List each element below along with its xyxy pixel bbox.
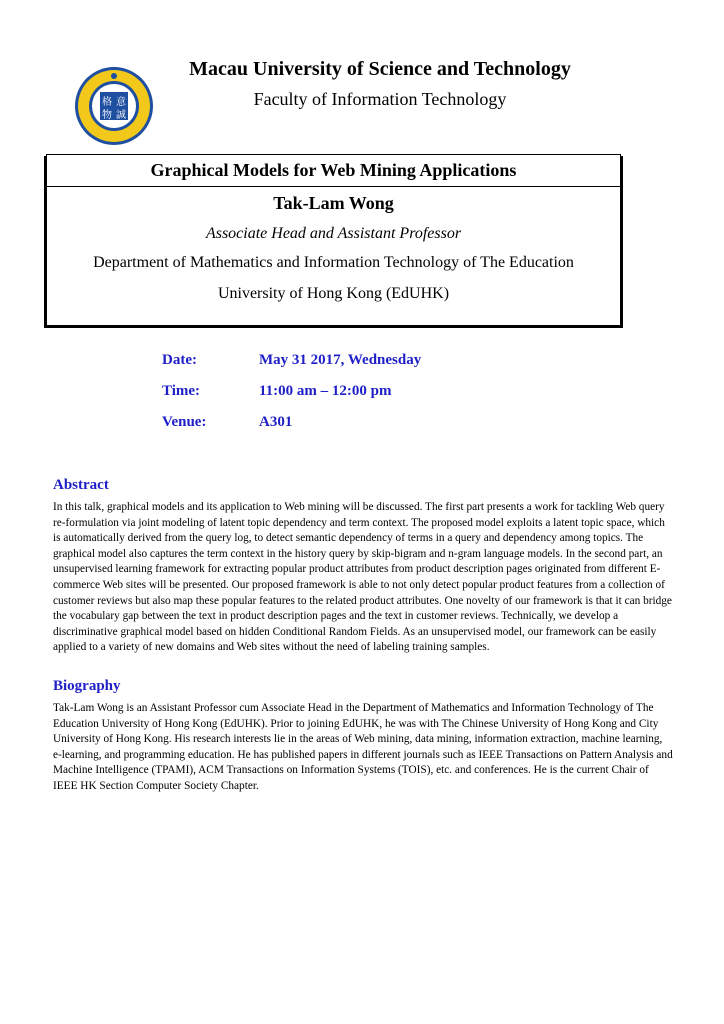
venue-label: Venue: [162,414,207,430]
time-value: 11:00 am – 12:00 pm [259,383,392,399]
biography-heading: Biography [53,678,121,694]
talk-info-box [46,154,621,326]
svg-text:物: 物 [102,110,112,121]
title-divider [47,186,620,187]
svg-text:意: 意 [116,97,126,108]
biography-text: Tak-Lam Wong is an Assistant Professor cum Associate Head in the Department of Mathematics and Information Technology of The Education University of Hong Kong (EdUHK). Prior to joining EdUHK, he was with The Chinese University of Hong Kong and City University of Hong Kong. His research interests lie in the areas of Web mining, data mining, information extraction, machine learning, e-learning, and programming education. He has published papers in different journals such as IEEE Transactions on Pattern Analysis and Machine Intelligence (TPAMI), ACM Transactions on Information Systems (TOIS), etc. and conferences. He is the current Chair of IEEE HK Section Computer Society Chapter. [53,702,673,792]
svg-text:格: 格 [102,97,112,108]
speaker-name: Tak-Lam Wong [273,193,394,213]
venue-value: A301 [259,414,293,430]
speaker-department-line1: Department of Mathematics and Information Technology of The Education [93,254,574,271]
svg-text:誠: 誠 [116,110,126,121]
university-name: Macau University of Science and Technology [189,58,571,80]
abstract-heading: Abstract [53,477,109,493]
date-label: Date: [162,352,197,368]
faculty-name: Faculty of Information Technology [253,89,507,109]
talk-title: Graphical Models for Web Mining Applications [150,160,517,180]
speaker-department-line2: University of Hong Kong (EdUHK) [217,285,450,302]
time-label: Time: [162,383,201,399]
date-value: May 31 2017, Wednesday [259,352,422,368]
abstract-text: In this talk, graphical models and its application to Web mining will be discussed. The first part presents a work for tackling Web query re-formulation via joint modeling of latent topic dependency and term context. The proposed model exploits a latent topic space, which is automatically derived from the query log, to detect semantic dependency of terms in a query and dependency among topics. The graphical model also captures the term context in the history query by skip-bigram and n-gram language models. In the second part, an unsupervised learning framework for extracting popular product attributes from product description pages originated from different E-commerce Web sites will be presented. Our proposed framework is able to not only detect popular product features from a collection of customer reviews but also map these popular features to the related product attributes. One novelty of our framework is that it can bridge the vocabulary gap between the text in product description pages and the text in customer reviews. Technically, we develop a discriminative graphical model based on hidden Conditional Random Fields. As an unsupervised model, our framework can be easily applied to a variety of new domains and Web sites without the need of labeling training samples. [53,501,672,654]
speaker-position: Associate Head and Assistant Professor [205,225,462,242]
